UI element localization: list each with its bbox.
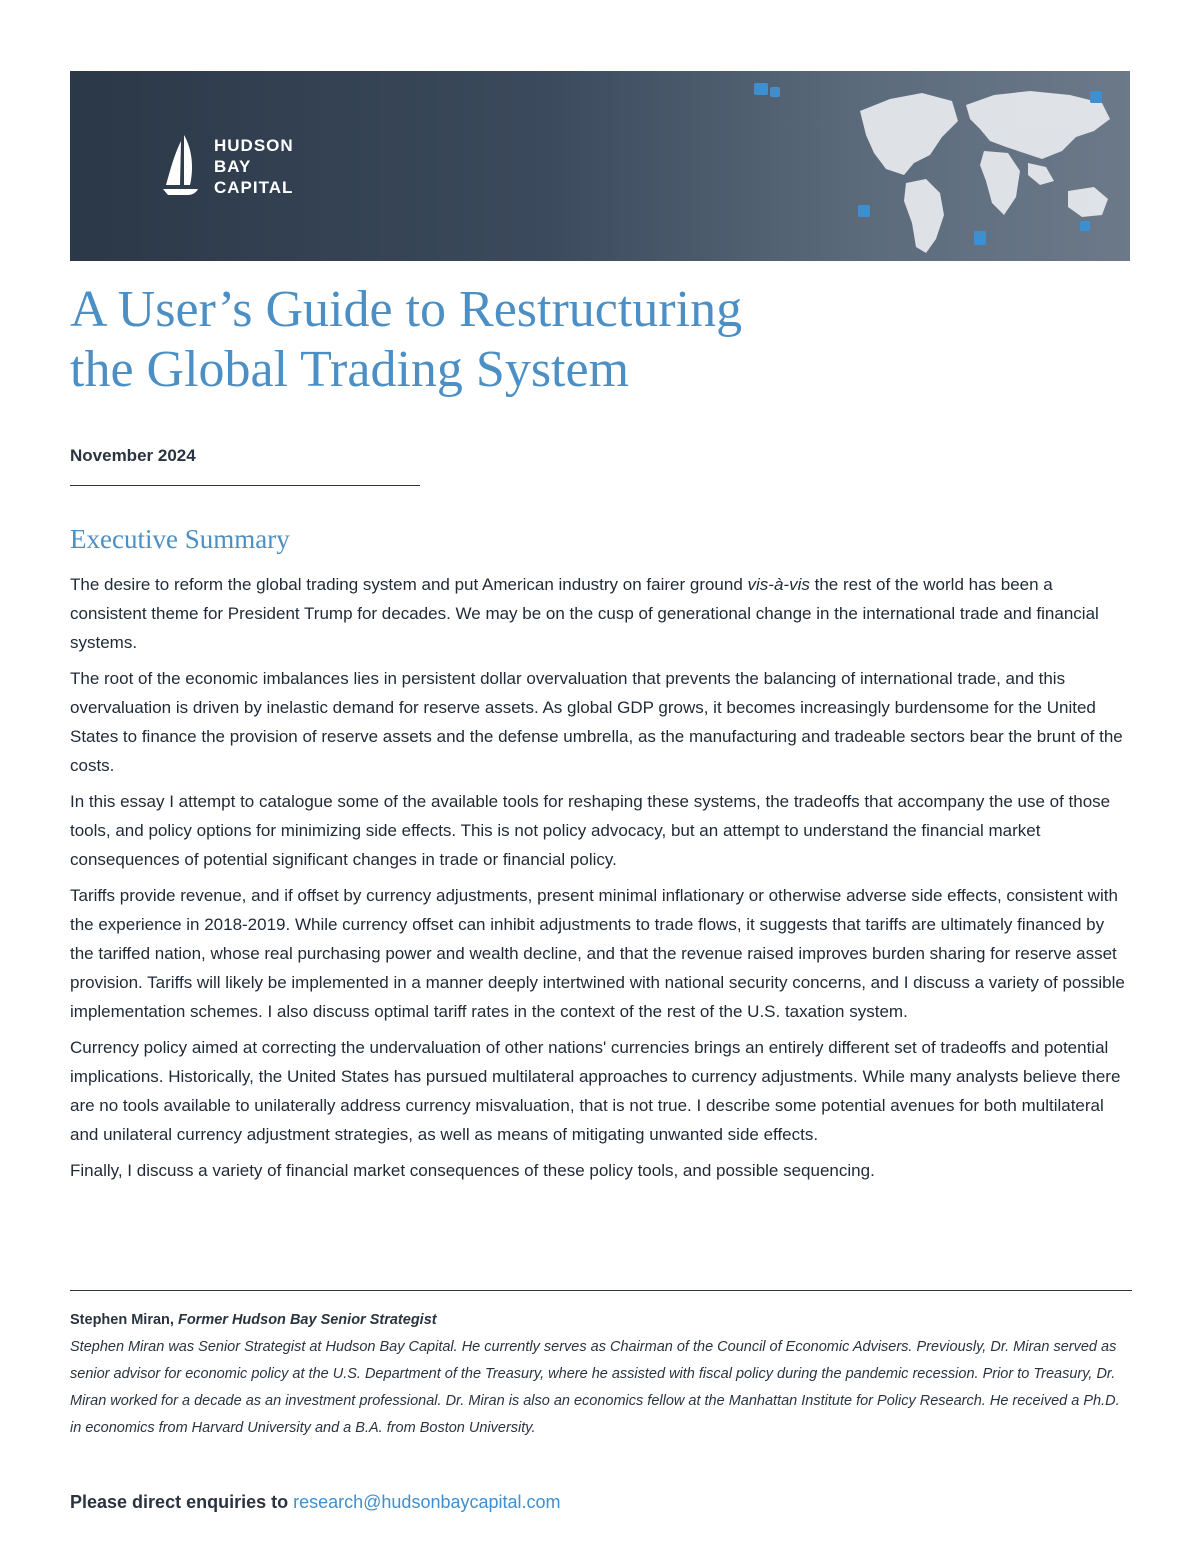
header-banner bbox=[70, 71, 1130, 261]
author-bio-text: Stephen Miran was Senior Strategist at Hudson Bay Capital. He currently serves as Chairman of the Council of Economic Advisers. Previously, Dr. Miran served as senior advisor for economic policy at the U.S. Department of the Treasury, where he assisted with fiscal policy during the pandemic recession. Prior to Treasury, Dr. Miran worked for a decade as an investment professional. Dr. Miran is also an economics fellow at the Manhattan Institute for Policy Research. He received a Ph.D. in economics from Harvard University and a B.A. from Boston University. bbox=[70, 1339, 1120, 1436]
logo-wordmark bbox=[214, 135, 294, 198]
logo-line: BAY bbox=[214, 157, 252, 176]
logo-line: HUDSON bbox=[214, 136, 294, 155]
date-divider bbox=[70, 485, 420, 486]
contact-email-link[interactable]: research@hudsonbaycapital.com bbox=[293, 1492, 561, 1512]
world-map-puzzle-image bbox=[690, 71, 1130, 261]
contact-label: Please direct enquiries to bbox=[70, 1492, 289, 1512]
paragraph: Finally, I discuss a variety of financial market consequences of these policy tools, and possible sequencing. bbox=[70, 1161, 875, 1180]
section-heading-executive-summary: Executive Summary bbox=[70, 524, 290, 554]
footer-divider bbox=[70, 1290, 1132, 1291]
paragraph: Currency policy aimed at correcting the undervaluation of other nations' currencies brings an entirely different set of tradeoffs and potential implications. Historically, the United States has pursued multilateral approaches to currency adjustments. While many analysts believe there are no tools available to unilaterally address currency misvaluation, that is not true. I describe some potential avenues for both multilateral and unilateral currency adjustment strategies, as well as means of mitigating unwanted side effects. bbox=[70, 1038, 1121, 1144]
author-bio bbox=[70, 1307, 1132, 1442]
paragraph bbox=[70, 570, 1132, 657]
paragraph: Tariffs provide revenue, and if offset by currency adjustments, present minimal inflationary or otherwise adverse side effects, consistent with the experience in 2018-2019. While currency offset can inhibit adjustments to trade flows, it suggests that tariffs are ultimately financed by the tariffed nation, whose real purchasing power and wealth decline, and that the revenue raised improves burden sharing for reserve asset provision. Tariffs will likely be implemented in a manner deeply intertwined with national security concerns, and I discuss a variety of possible implementation schemes. I also discuss optimal tariff rates in the context of the rest of the U.S. taxation system. bbox=[70, 886, 1125, 1021]
publication-date: November 2024 bbox=[70, 446, 196, 465]
logo-line: CAPITAL bbox=[214, 178, 294, 197]
author-line bbox=[70, 1307, 1132, 1334]
author-role: Former Hudson Bay Senior Strategist bbox=[177, 1312, 437, 1328]
paragraph-text: The desire to reform the global trading system and put American industry on fairer ground bbox=[70, 575, 748, 594]
title-line: the Global Trading System bbox=[70, 341, 630, 398]
hudson-bay-logo bbox=[162, 133, 294, 199]
document-title bbox=[70, 280, 1070, 400]
sailboat-icon bbox=[162, 133, 206, 199]
paragraph: The root of the economic imbalances lies in persistent dollar overvaluation that prevents the balancing of international trade, and this overvaluation is driven by inelastic demand for reserve assets. As global GDP grows, it becomes increasingly burdensome for the United States to finance the provision of reserve assets and the defense umbrella, as the manufacturing and tradeable sectors bear the brunt of the costs. bbox=[70, 669, 1123, 775]
italic-phrase: vis-à-vis bbox=[747, 575, 810, 594]
title-line: A User’s Guide to Restructuring bbox=[70, 281, 743, 338]
paragraph-text: the rest of the world has been a consistent theme for President Trump for decades. We may be on the cusp of generational change in the international trade and financial systems. bbox=[70, 575, 1099, 652]
author-name: Stephen Miran, bbox=[70, 1312, 174, 1328]
paragraph: In this essay I attempt to catalogue some of the available tools for reshaping these systems, the tradeoffs that accompany the use of those tools, and policy options for minimizing side effects. This is not policy advocacy, but an attempt to understand the financial market consequences of potential significant changes in trade or financial policy. bbox=[70, 792, 1111, 869]
executive-summary-body bbox=[70, 570, 1132, 1192]
contact-line bbox=[70, 1492, 561, 1513]
